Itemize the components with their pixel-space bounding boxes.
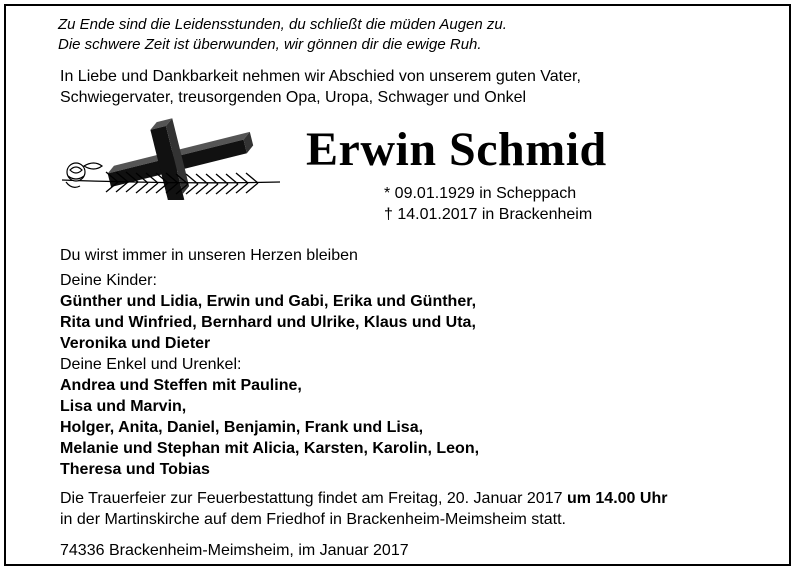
- children-names-2: Rita und Winfried, Bernhard und Ulrike, Klaus und Uta,: [60, 314, 476, 331]
- children-names-3: Veronika und Dieter: [60, 335, 211, 352]
- deceased-name: Erwin Schmid: [306, 123, 607, 176]
- funeral-time: um 14.00 Uhr: [566, 490, 668, 507]
- cross-with-branch-icon: [58, 118, 282, 200]
- funeral-line-1: [60, 488, 667, 509]
- funeral-line-2: in der Martinskirche auf dem Friedhof in Brackenheim-Meimsheim statt.: [60, 511, 566, 528]
- grandchildren-names-1: Andrea und Steffen mit Pauline,: [60, 377, 302, 394]
- place-date: 74336 Brackenheim-Meimsheim, im Januar 2017: [60, 542, 409, 559]
- grandchildren-names-4: Melanie und Stephan mit Alicia, Karsten, Karolin, Leon,: [60, 440, 480, 457]
- birth-date: * 09.01.1929 in Scheppach: [384, 185, 577, 202]
- grandchildren-names-2: Lisa und Marvin,: [60, 398, 187, 415]
- intro-line-1: In Liebe und Dankbarkeit nehmen wir Abschied von unserem guten Vater,: [60, 68, 581, 85]
- poem-line-2: Die schwere Zeit ist überwunden, wir gönnen dir die ewige Ruh.: [58, 36, 482, 53]
- grandchildren-label: Deine Enkel und Urenkel:: [60, 356, 242, 373]
- children-label: Deine Kinder:: [60, 272, 157, 289]
- grandchildren-names-3: Holger, Anita, Daniel, Benjamin, Frank und Lisa,: [60, 419, 424, 436]
- children-names-1: Günther und Lidia, Erwin und Gabi, Erika und Günther,: [60, 293, 477, 310]
- funeral-info: Die Trauerfeier zur Feuerbestattung findet am Freitag, 20. Januar 2017: [60, 490, 563, 507]
- death-date: † 14.01.2017 in Brackenheim: [384, 206, 593, 223]
- poem-line-1: Zu Ende sind die Leidensstunden, du schließt die müden Augen zu.: [58, 16, 507, 33]
- intro-line-2: Schwiegervater, treusorgenden Opa, Uropa, Schwager und Onkel: [60, 89, 527, 106]
- motto: Du wirst immer in unseren Herzen bleiben: [60, 247, 358, 264]
- grandchildren-names-5: Theresa und Tobias: [60, 461, 210, 478]
